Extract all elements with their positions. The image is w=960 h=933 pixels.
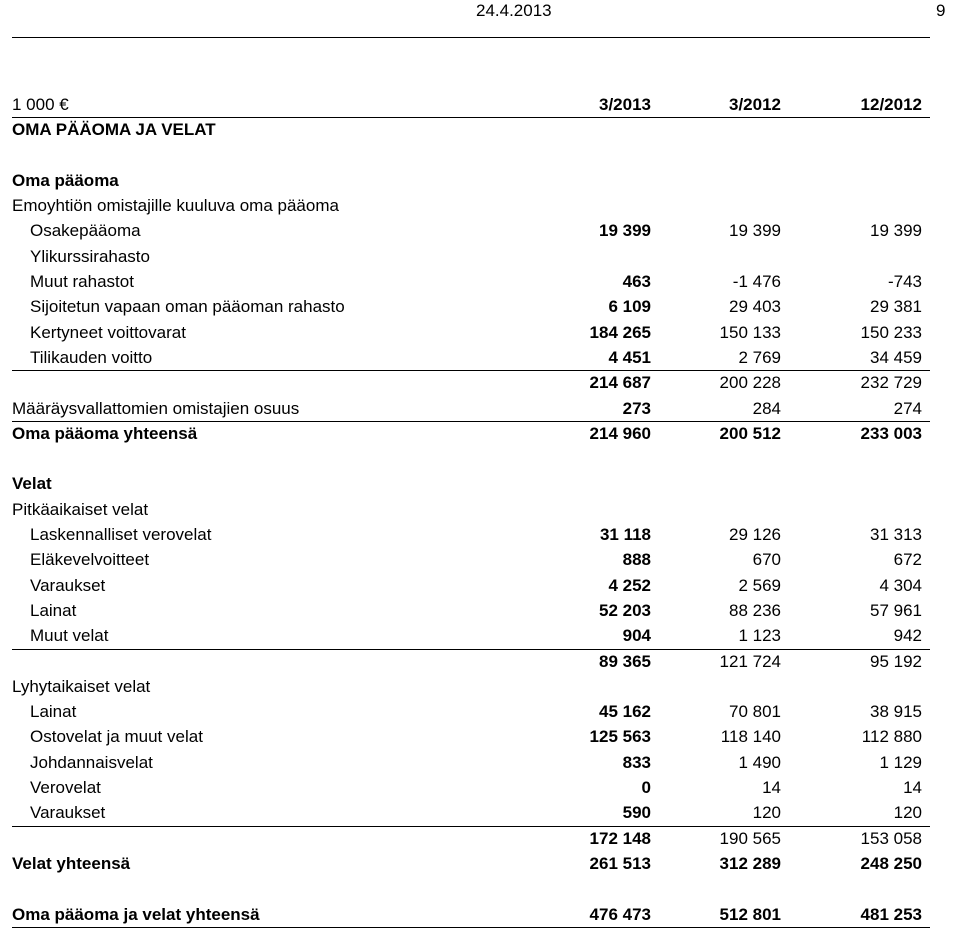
row-label: Muut rahastot xyxy=(30,272,134,292)
table-row xyxy=(0,471,960,496)
row-value: 112 880 xyxy=(861,727,922,747)
row-value: 184 265 xyxy=(589,322,651,342)
table-row xyxy=(0,396,960,421)
row-value: 2 769 xyxy=(738,347,781,367)
row-label: Oma pääoma xyxy=(12,170,119,190)
table-row xyxy=(0,547,960,572)
row-value: 52 203 xyxy=(599,600,651,620)
spacer-row xyxy=(0,446,960,471)
table-row xyxy=(0,193,960,218)
row-value: 121 724 xyxy=(719,651,781,671)
row-value: 29 403 xyxy=(729,297,781,317)
row-value: 590 xyxy=(622,803,651,823)
row-value: 214 687 xyxy=(589,373,651,393)
table-row xyxy=(0,269,960,294)
row-value: 153 058 xyxy=(860,828,922,848)
row-value: 88 236 xyxy=(729,600,781,620)
balance-sheet-table xyxy=(0,92,960,927)
section-title-row xyxy=(0,117,960,142)
row-value: 4 252 xyxy=(608,575,651,595)
header-divider xyxy=(12,37,930,38)
table-row xyxy=(0,370,960,395)
row-value: 118 140 xyxy=(720,727,781,747)
table-row xyxy=(0,168,960,193)
row-value: 672 xyxy=(893,550,922,570)
row-value: 274 xyxy=(893,398,922,418)
row-label: Velat yhteensä xyxy=(12,853,131,873)
row-label: Oma pääoma ja velat yhteensä xyxy=(12,904,260,924)
page-number: 9 xyxy=(936,1,946,20)
column-header: 3/2012 xyxy=(729,95,781,114)
row-label: Pitkäaikaiset velat xyxy=(12,499,149,519)
table-row xyxy=(0,800,960,825)
table-row xyxy=(0,724,960,749)
row-value: 95 192 xyxy=(870,651,922,671)
row-value: 2 569 xyxy=(738,575,781,595)
table-row xyxy=(0,598,960,623)
row-value: 150 233 xyxy=(860,322,922,342)
column-header: 3/2013 xyxy=(599,95,651,114)
row-value: 29 126 xyxy=(729,525,781,545)
row-value: 200 512 xyxy=(719,423,781,443)
table-row xyxy=(0,826,960,851)
row-value: 120 xyxy=(893,803,922,823)
row-label: Oma pääoma yhteensä xyxy=(12,423,198,443)
row-value: 200 228 xyxy=(719,373,781,393)
row-value: 57 961 xyxy=(870,600,922,620)
spacer-row xyxy=(0,143,960,168)
row-label: Ostovelat ja muut velat xyxy=(30,727,203,747)
column-header-row xyxy=(0,92,960,117)
row-value: 19 399 xyxy=(870,221,922,241)
row-label: Lainat xyxy=(30,702,77,722)
row-label: Emoyhtiön omistajille kuuluva oma pääoma xyxy=(12,196,339,216)
row-label: Kertyneet voittovarat xyxy=(30,322,186,342)
table-row xyxy=(0,573,960,598)
row-value: 38 915 xyxy=(870,702,922,722)
table-row xyxy=(0,345,960,370)
column-header: 12/2012 xyxy=(860,95,922,114)
row-value: 31 118 xyxy=(599,525,651,545)
row-value: 463 xyxy=(622,272,651,292)
row-label: Muut velat xyxy=(30,626,109,646)
table-row xyxy=(0,294,960,319)
row-value: 190 565 xyxy=(719,828,781,848)
row-label: Verovelat xyxy=(30,778,101,798)
row-label: Sijoitetun vapaan oman pääoman rahasto xyxy=(30,297,345,317)
row-value: 19 399 xyxy=(729,221,781,241)
table-row xyxy=(0,674,960,699)
section-title: OMA PÄÄOMA JA VELAT xyxy=(12,120,216,140)
row-value: 120 xyxy=(752,803,781,823)
row-value: 19 399 xyxy=(599,221,651,241)
row-value: 512 801 xyxy=(719,904,781,924)
table-body xyxy=(0,143,960,927)
row-value: 888 xyxy=(622,550,651,570)
row-label: Velat xyxy=(12,474,52,494)
row-value: 14 xyxy=(903,778,922,798)
row-label: Laskennalliset verovelat xyxy=(30,525,212,545)
row-value: 89 365 xyxy=(599,651,651,671)
row-value: 34 459 xyxy=(870,347,922,367)
row-label: Eläkevelvoitteet xyxy=(30,550,150,570)
row-label: Varaukset xyxy=(30,803,106,823)
row-label: Tilikauden voitto xyxy=(30,347,153,367)
table-row xyxy=(0,320,960,345)
table-row xyxy=(0,497,960,522)
table-row xyxy=(0,421,960,446)
row-label: Johdannaisvelat xyxy=(30,752,153,772)
row-value: -743 xyxy=(887,272,922,292)
row-label: Määräysvallattomien omistajien osuus xyxy=(12,398,300,418)
row-value: 45 162 xyxy=(599,702,651,722)
row-value: -1 476 xyxy=(732,272,781,292)
table-row xyxy=(0,699,960,724)
row-value: 31 313 xyxy=(870,525,922,545)
row-value: 4 451 xyxy=(608,347,651,367)
report-date: 24.4.2013 xyxy=(476,1,552,20)
table-row xyxy=(0,623,960,648)
row-value: 150 133 xyxy=(719,322,781,342)
row-value: 14 xyxy=(762,778,781,798)
table-row xyxy=(0,851,960,876)
row-label: Osakepääoma xyxy=(30,221,141,241)
row-value: 172 148 xyxy=(589,828,651,848)
row-value: 670 xyxy=(752,550,781,570)
unit-label: 1 000 € xyxy=(12,95,69,114)
row-value: 1 129 xyxy=(879,752,922,772)
row-value: 261 513 xyxy=(589,853,651,873)
row-value: 284 xyxy=(752,398,781,418)
row-label: Ylikurssirahasto xyxy=(30,246,150,266)
row-value: 942 xyxy=(893,626,922,646)
row-value: 214 960 xyxy=(589,423,651,443)
table-row xyxy=(0,244,960,269)
row-value: 1 123 xyxy=(738,626,781,646)
table-row xyxy=(0,750,960,775)
row-value: 1 490 xyxy=(738,752,781,772)
row-value: 481 253 xyxy=(860,904,922,924)
row-value: 273 xyxy=(622,398,651,418)
table-row xyxy=(0,902,960,927)
row-value: 833 xyxy=(622,752,651,772)
row-value: 4 304 xyxy=(879,575,922,595)
row-value: 248 250 xyxy=(860,853,922,873)
row-value: 70 801 xyxy=(729,702,781,722)
row-label: Lainat xyxy=(30,600,77,620)
table-row xyxy=(0,218,960,243)
row-label: Varaukset xyxy=(30,575,106,595)
row-value: 0 xyxy=(641,778,651,798)
row-value: 233 003 xyxy=(860,423,922,443)
table-row xyxy=(0,649,960,674)
spacer-row xyxy=(0,876,960,901)
row-value: 904 xyxy=(622,626,651,646)
table-row xyxy=(0,775,960,800)
row-value: 29 381 xyxy=(870,297,922,317)
row-value: 6 109 xyxy=(608,297,651,317)
row-value: 476 473 xyxy=(589,904,651,924)
row-value: 232 729 xyxy=(860,373,922,393)
row-value: 312 289 xyxy=(719,853,781,873)
row-value: 125 563 xyxy=(589,727,651,747)
row-label: Lyhytaikaiset velat xyxy=(12,676,151,696)
table-row xyxy=(0,522,960,547)
